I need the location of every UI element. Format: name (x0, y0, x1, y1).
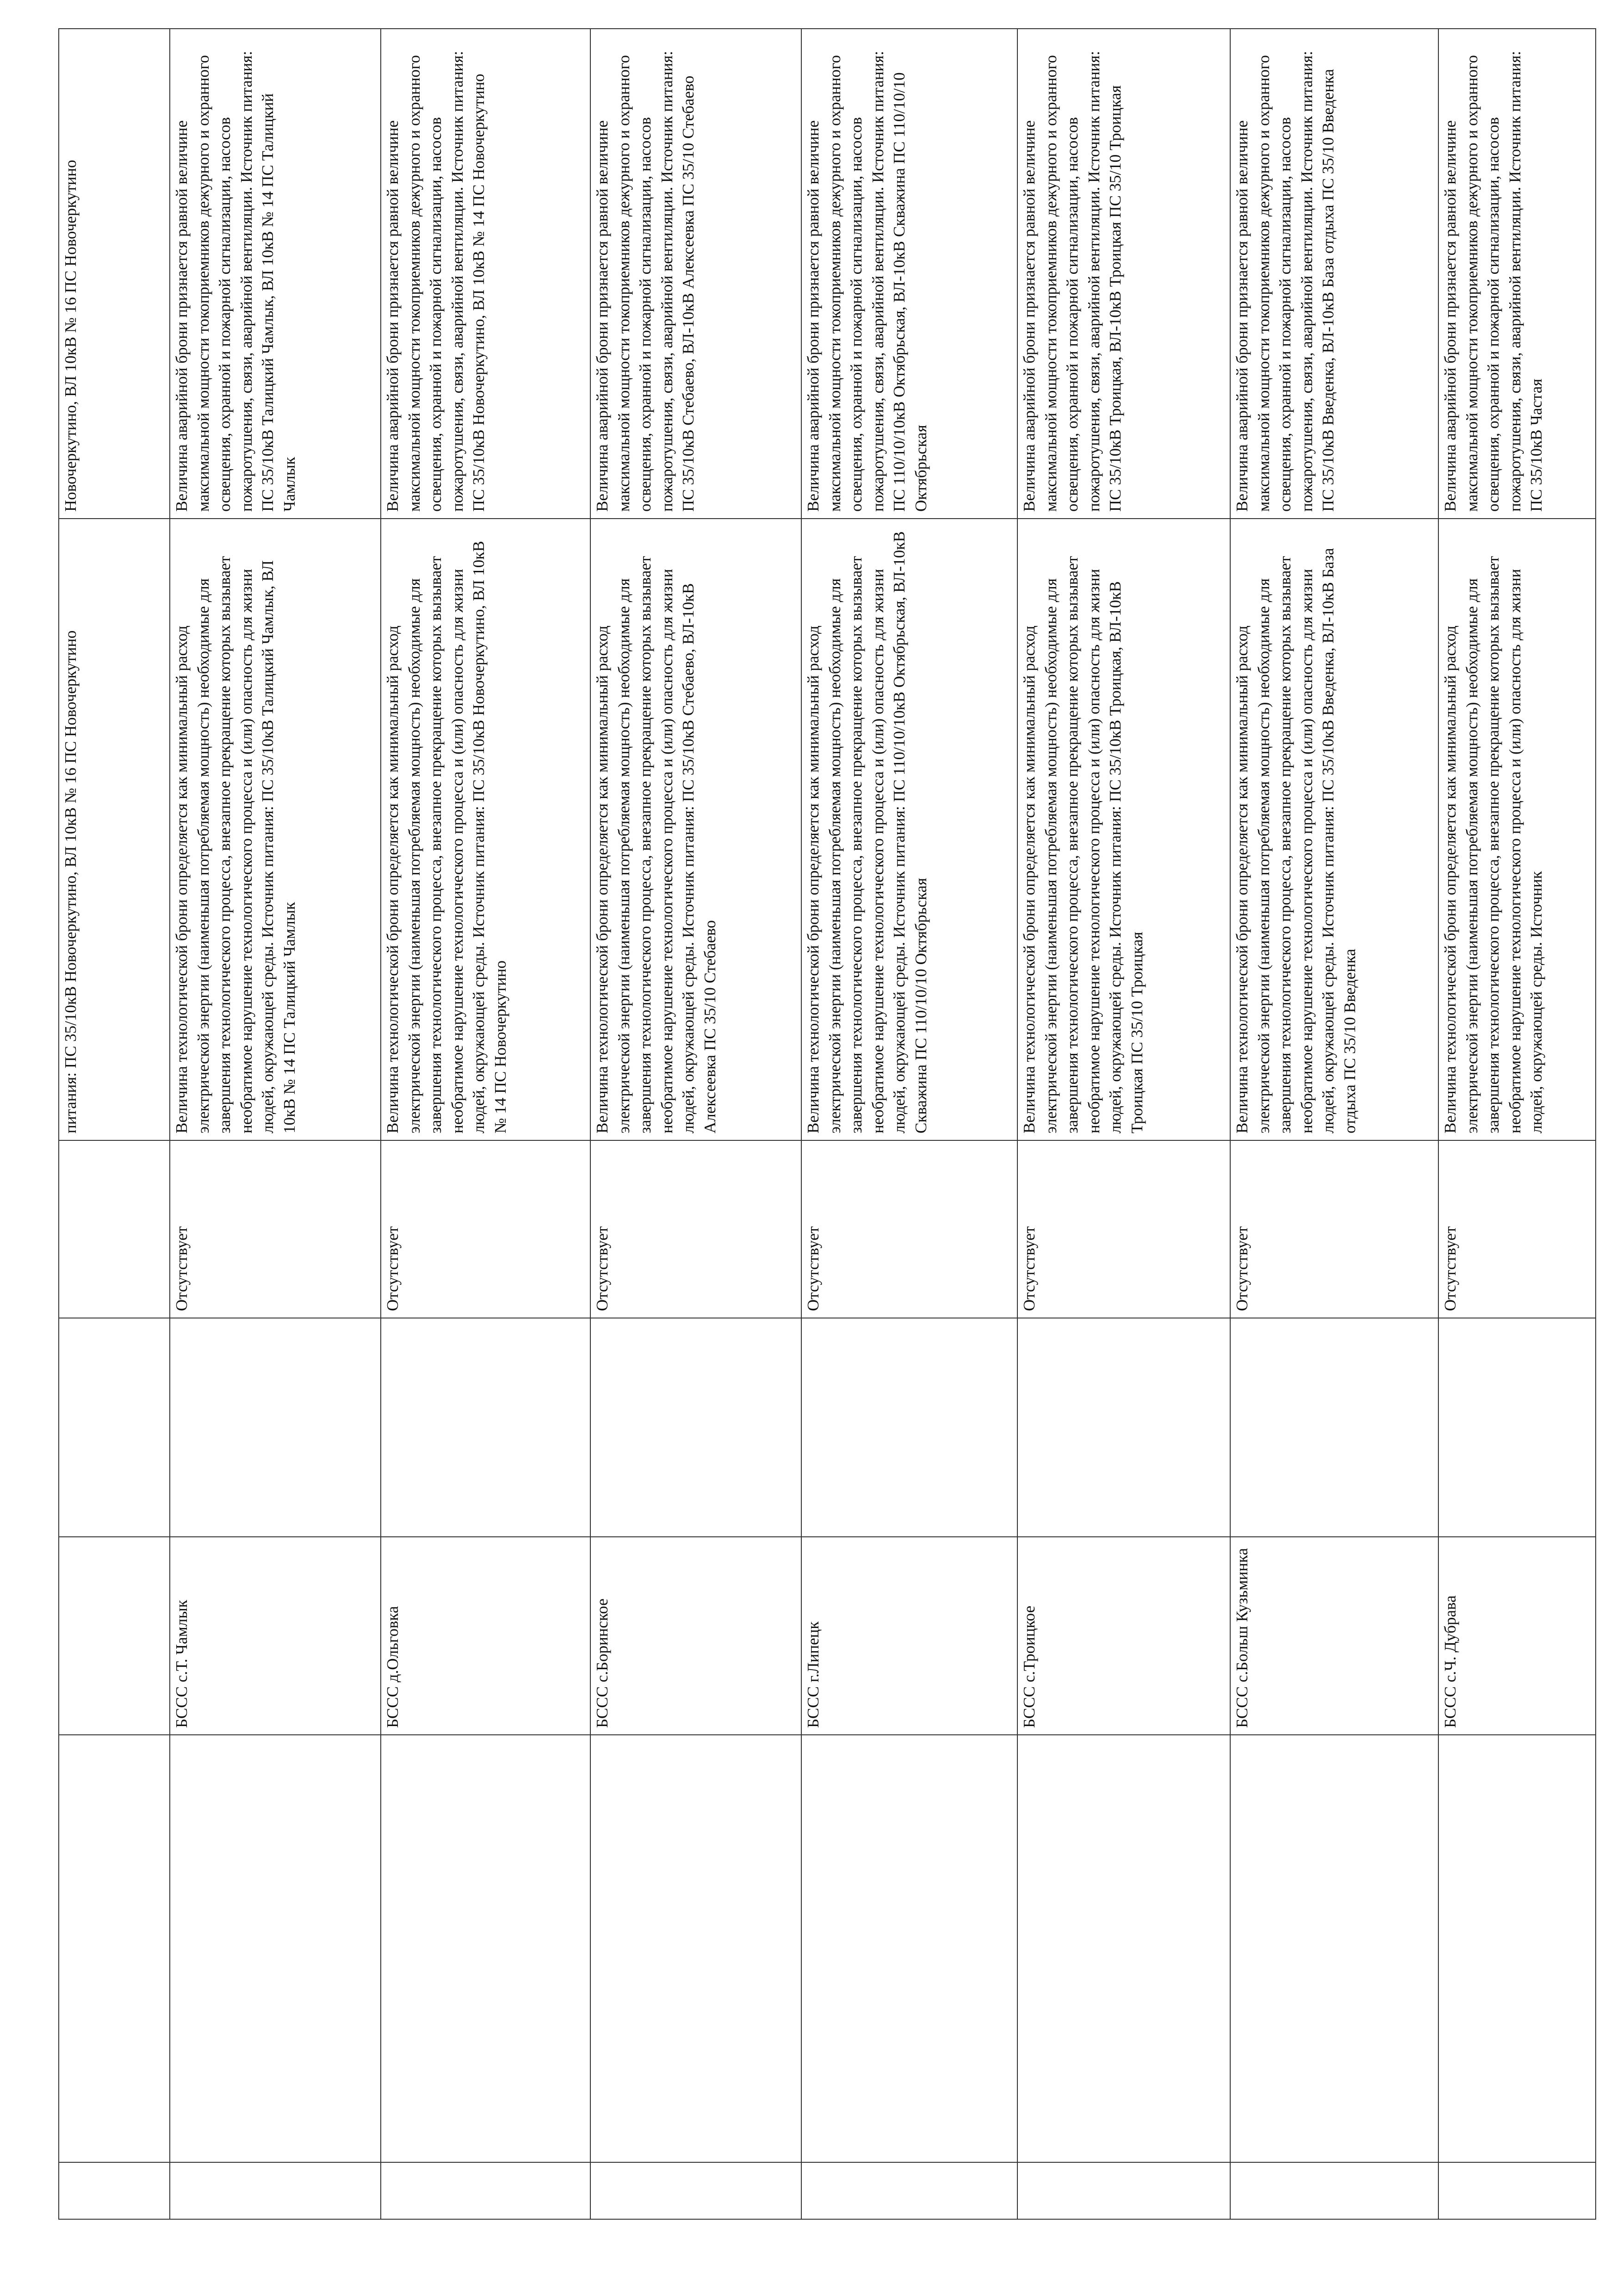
cell-object (590, 1537, 801, 1735)
cell-organization (590, 1735, 801, 2162)
status-text: Отсутствует (1441, 1226, 1459, 1311)
cell-emergency-reserve (801, 29, 1017, 519)
cell-object (170, 1537, 381, 1735)
status-text: Отсутствует (804, 1226, 822, 1311)
cell-object (1017, 1537, 1230, 1735)
table-row (1230, 29, 1438, 2219)
tech-reserve-text: Величина технологической брони определяется как минимальный расход электрической энергии (наименьшая потребляемая мощность) необходимые для завершения технологического процесса, внезапное прекращение которых вызывает необратимое нарушение технологического процесса и (или) опасность для жизни людей, окружающей среды. Источник питания: ПС 35/10кВ Стебаево, ВЛ-10кВ Алексеевка ПС 35/10 Стебаево (593, 556, 719, 1133)
cell-blank (59, 1318, 170, 1537)
cell-blank (1017, 1318, 1230, 1537)
cell-organization (1438, 1735, 1596, 2162)
cell-emergency-reserve (59, 29, 170, 519)
table-row (170, 29, 381, 2219)
cell-object (59, 1537, 170, 1735)
cell-emergency-reserve (1017, 29, 1230, 519)
table-row (1017, 29, 1230, 2219)
cell-emergency-reserve (590, 29, 801, 519)
cell-blank (1230, 1318, 1438, 1537)
cell-organization (1230, 1735, 1438, 2162)
tech-reserve-text: Величина технологической брони определяется как минимальный расход электрической энергии (наименьшая потребляемая мощность) необходимые для завершения технологического процесса, внезапное прекращение которых вызывает необратимое нарушение технологического процесса и (или) опасность для жизни людей, окружающей среды. Источник питания: ПС 35/10кВ Введенка, ВЛ-10кВ База отдыха ПС 35/10 Введенка (1233, 548, 1359, 1133)
emergency-reserve-text: Величина аварийной брони признается равной величине максимальной мощности токоприемников дежурного и охранного освещения, охранной и пожарной сигнализации, насосов пожаротушения, связи, аварийной вентиляции. Источник питания: ПС 35/10кВ Частая (1441, 51, 1545, 512)
status-text: Отсутствует (173, 1226, 191, 1311)
status-text: Отсутствует (384, 1226, 402, 1311)
cell-emergency-reserve (381, 29, 590, 519)
table-row (801, 29, 1017, 2219)
status-text: Отсутствует (1233, 1226, 1251, 1311)
cell-object (381, 1537, 590, 1735)
tech-reserve-text: Величина технологической брони определяется как минимальный расход электрической энергии (наименьшая потребляемая мощность) необходимые для завершения технологического процесса, внезапное прекращение которых вызывает необратимое нарушение технологического процесса и (или) опасность для жизни людей, окружающей среды. Источник (1441, 556, 1545, 1133)
cell-status (1017, 1140, 1230, 1318)
status-text: Отсутствует (1020, 1226, 1038, 1311)
emergency-reserve-text: Новочеркутино, ВЛ 10кВ № 16 ПС Новочеркутино (62, 160, 80, 512)
cell-status (801, 1140, 1017, 1318)
object-name: БССС с.Т. Чамлык (173, 1600, 191, 1728)
cell-status (590, 1140, 801, 1318)
cell-number (170, 2162, 381, 2219)
cell-tech-reserve (59, 519, 170, 1140)
object-name: БССС г.Липецк (804, 1621, 822, 1728)
cell-object (1230, 1537, 1438, 1735)
emergency-reserve-text: Величина аварийной брони признается равной величине максимальной мощности токоприемников дежурного и охранного освещения, охранной и пожарной сигнализации, насосов пожаротушения, связи, аварийной вентиляции. Источник питания: ПС 35/10кВ Введенка, ВЛ-10кВ База отдыха ПС 35/10 Введенка (1233, 51, 1337, 512)
cell-organization (59, 1735, 170, 2162)
table-row-continuation (59, 29, 170, 2219)
cell-tech-reserve (1230, 519, 1438, 1140)
cell-tech-reserve (170, 519, 381, 1140)
emergency-reserve-text: Величина аварийной брони признается равной величине максимальной мощности токоприемников дежурного и охранного освещения, охранной и пожарной сигнализации, насосов пожаротушения, связи, аварийной вентиляции. Источник питания: ПС 35/10кВ Новочеркутино, ВЛ 10кВ № 14 ПС Новочеркутино (384, 51, 488, 512)
cell-number (590, 2162, 801, 2219)
tech-reserve-text: Величина технологической брони определяется как минимальный расход электрической энергии (наименьшая потребляемая мощность) необходимые для завершения технологического процесса, внезапное прекращение которых вызывает необратимое нарушение технологического процесса и (или) опасность для жизни людей, окружающей среды. Источник питания: ПС 35/10кВ Троицкая, ВЛ-10кВ Троицкая ПС 35/10 Троицкая (1020, 556, 1146, 1133)
emergency-reserve-text: Величина аварийной брони признается равной величине максимальной мощности токоприемников дежурного и охранного освещения, охранной и пожарной сигнализации, насосов пожаротушения, связи, аварийной вентиляции. Источник питания: ПС 35/10кВ Троицкая, ВЛ-10кВ Троицкая ПС 35/10 Троицкая (1020, 51, 1124, 512)
cell-organization (1017, 1735, 1230, 2162)
object-name: БССС с.Ч. Дубрава (1441, 1595, 1459, 1728)
cell-status (1438, 1140, 1596, 1318)
cell-number (381, 2162, 590, 2219)
tech-reserve-text: питания: ПС 35/10кВ Новочеркутино, ВЛ 10кВ № 16 ПС Новочеркутино (62, 630, 80, 1133)
table-row (590, 29, 801, 2219)
status-text: Отсутствует (593, 1226, 611, 1311)
tech-reserve-text: Величина технологической брони определяется как минимальный расход электрической энергии (наименьшая потребляемая мощность) необходимые для завершения технологического процесса, внезапное прекращение которых вызывает необратимое нарушение технологического процесса и (или) опасность для жизни людей, окружающей среды. Источник питания: ПС 110/10/10кВ Октябрьская, ВЛ-10кВ Скважина ПС 110/10/10 Октябрьская (804, 531, 930, 1133)
cell-number (1017, 2162, 1230, 2219)
cell-number (1438, 2162, 1596, 2219)
cell-number (1230, 2162, 1438, 2219)
cell-blank (590, 1318, 801, 1537)
tech-reserve-text: Величина технологической брони определяется как минимальный расход электрической энергии (наименьшая потребляемая мощность) необходимые для завершения технологического процесса, внезапное прекращение которых вызывает необратимое нарушение технологического процесса и (или) опасность для жизни людей, окружающей среды. Источник питания: ПС 35/10кВ Талицкий Чамлык, ВЛ 10кВ № 14 ПС Талицкий Чамлык (173, 556, 298, 1133)
cell-tech-reserve (381, 519, 590, 1140)
object-name: БССС с.Боринское (593, 1598, 611, 1728)
cell-status (381, 1140, 590, 1318)
cell-blank (801, 1318, 1017, 1537)
cell-status (1230, 1140, 1438, 1318)
cell-organization (170, 1735, 381, 2162)
cell-tech-reserve (1438, 519, 1596, 1140)
cell-status (59, 1140, 170, 1318)
emergency-reserve-text: Величина аварийной брони признается равной величине максимальной мощности токоприемников дежурного и охранного освещения, охранной и пожарной сигнализации, насосов пожаротушения, связи, аварийной вентиляции. Источник питания: ПС 35/10кВ Талицкий Чамлык, ВЛ 10кВ № 14 ПС Талицкий Чамлык (173, 51, 298, 512)
cell-blank (381, 1318, 590, 1537)
cell-object (801, 1537, 1017, 1735)
cell-emergency-reserve (170, 29, 381, 519)
tech-reserve-text: Величина технологической брони определяется как минимальный расход электрической энергии (наименьшая потребляемая мощность) необходимые для завершения технологического процесса, внезапное прекращение которых вызывает необратимое нарушение технологического процесса и (или) опасность для жизни людей, окружающей среды. Источник питания: ПС 35/10кВ Новочеркутино, ВЛ 10кВ № 14 ПС Новочеркутино (384, 541, 509, 1133)
cell-number (59, 2162, 170, 2219)
cell-organization (381, 1735, 590, 2162)
cell-tech-reserve (801, 519, 1017, 1140)
power-reserve-table (58, 28, 1596, 2220)
object-name: БССС д.Ольговка (384, 1606, 402, 1728)
emergency-reserve-text: Величина аварийной брони признается равной величине максимальной мощности токоприемников дежурного и охранного освещения, охранной и пожарной сигнализации, насосов пожаротушения, связи, аварийной вентиляции. Источник питания: ПС 35/10кВ Стебаево, ВЛ-10кВ Алексеевка ПС 35/10 Стебаево (593, 51, 697, 512)
cell-emergency-reserve (1230, 29, 1438, 519)
table-row (1438, 29, 1596, 2219)
cell-object (1438, 1537, 1596, 1735)
cell-number (801, 2162, 1017, 2219)
cell-blank (170, 1318, 381, 1537)
cell-organization (801, 1735, 1017, 2162)
cell-tech-reserve (590, 519, 801, 1140)
cell-status (170, 1140, 381, 1318)
emergency-reserve-text: Величина аварийной брони признается равной величине максимальной мощности токоприемников дежурного и охранного освещения, охранной и пожарной сигнализации, насосов пожаротушения, связи, аварийной вентиляции. Источник питания: ПС 110/10/10кВ Октябрьская, ВЛ-10кВ Скважина ПС 110/10/10 Октябрьская (804, 51, 930, 512)
cell-blank (1438, 1318, 1596, 1537)
table-row (381, 29, 590, 2219)
object-name: БССС с.Больш Кузьминка (1233, 1548, 1251, 1728)
cell-emergency-reserve (1438, 29, 1596, 519)
cell-tech-reserve (1017, 519, 1230, 1140)
object-name: БССС с.Троицкое (1020, 1605, 1038, 1728)
